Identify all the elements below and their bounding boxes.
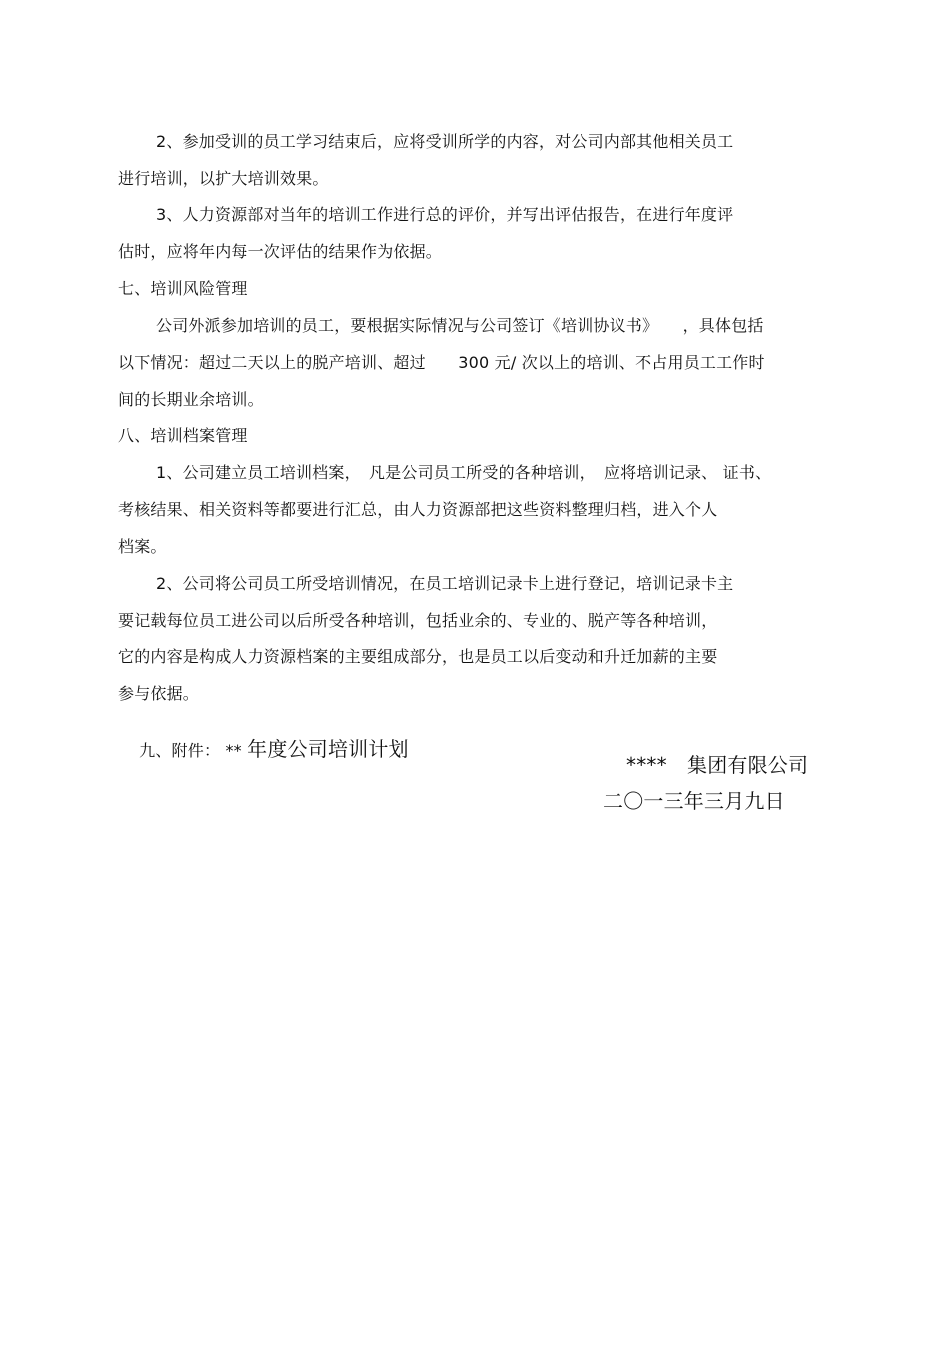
paragraph-line: 公司外派参加培训的员工，要根据实际情况与公司签订《培训协议书》 ，具体包括 [156, 316, 764, 335]
signature-company: **** 集团有限公司 [626, 753, 809, 777]
attachment-prefix: 九、附件： ** [139, 741, 248, 760]
paragraph-line: 参与依据。 [118, 684, 200, 703]
signature-date: 二〇一三年三月九日 [603, 789, 785, 813]
paragraph-line: 它的内容是构成人力资源档案的主要组成部分，也是员工以后变动和升迁加薪的主要 [118, 647, 718, 666]
paragraph-line: 间的长期业余培训。 [118, 390, 264, 409]
paragraph-line: 档案。 [118, 537, 167, 556]
paragraph-line: 2、公司将公司员工所受培训情况，在员工培训记录卡上进行登记，培训记录卡主 [156, 574, 734, 593]
paragraph-line: 考核结果、相关资料等都要进行汇总，由人力资源部把这些资料整理归档，进入个人 [118, 500, 718, 519]
paragraph-line: 2、参加受训的员工学习结束后，应将受训所学的内容，对公司内部其他相关员工 [156, 132, 734, 151]
paragraph-line: 进行培训，以扩大培训效果。 [118, 169, 329, 188]
paragraph-line: 要记载每位员工进公司以后所受各种培训，包括业余的、专业的、脱产等各种培训， [118, 611, 718, 630]
paragraph-line: 1、公司建立员工培训档案， 凡是公司员工所受的各种培训， 应将培训记录、 证书、 [156, 463, 772, 482]
paragraph-line: 估时，应将年内每一次评估的结果作为依据。 [118, 242, 443, 261]
paragraph-line: 以下情况：超过二天以上的脱产培训、超过 300 元/ 次以上的培训、不占用员工工作时 [118, 353, 765, 372]
attachment-line [118, 717, 409, 781]
section-heading: 七、培训风险管理 [118, 279, 248, 298]
section-heading: 八、培训档案管理 [118, 426, 248, 445]
attachment-title: 年度公司培训计划 [247, 737, 409, 761]
paragraph-line: 3、人力资源部对当年的培训工作进行总的评价，并写出评估报告，在进行年度评 [156, 205, 734, 224]
